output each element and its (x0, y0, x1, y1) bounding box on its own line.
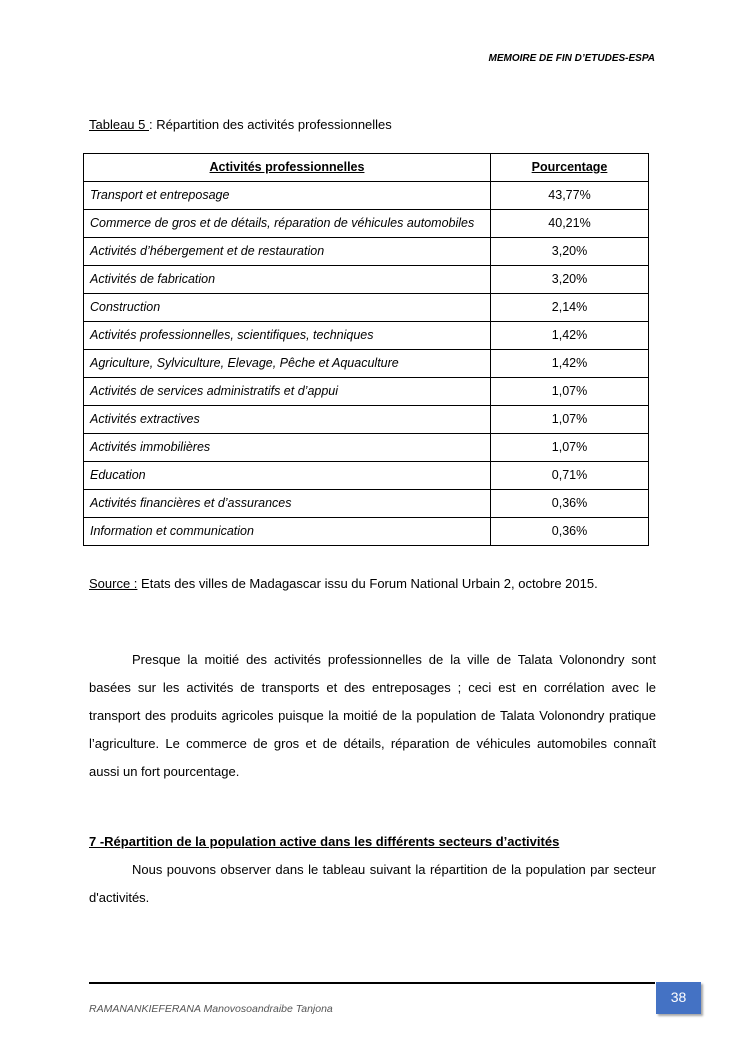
table-row (84, 182, 649, 210)
table-row (84, 518, 649, 546)
activity-cell: Activités de fabrication (84, 266, 491, 294)
activity-cell: Activités de services administratifs et d’appui (84, 378, 491, 406)
percentage-cell: 0,36% (491, 490, 649, 518)
activities-table (83, 153, 649, 546)
activity-cell: Education (84, 462, 491, 490)
table-caption-text: : Répartition des activités professionnelles (149, 117, 392, 132)
table-caption (89, 117, 392, 132)
activity-cell: Activités extractives (84, 406, 491, 434)
activity-cell: Activités immobilières (84, 434, 491, 462)
table-header-row (84, 154, 649, 182)
running-header-title: MEMOIRE DE FIN D’ETUDES-ESPA (488, 53, 655, 64)
activity-cell: Information et communication (84, 518, 491, 546)
column-header-percentage: Pourcentage (491, 154, 649, 182)
percentage-cell: 40,21% (491, 210, 649, 238)
activity-cell: Activités d’hébergement et de restauration (84, 238, 491, 266)
body-paragraph-2: Nous pouvons observer dans le tableau suivant la répartition de la population par secteur d'activités. (89, 862, 656, 905)
table-row (84, 434, 649, 462)
activity-cell: Agriculture, Sylviculture, Elevage, Pêche et Aquaculture (84, 350, 491, 378)
table-row (84, 462, 649, 490)
percentage-cell: 1,42% (491, 322, 649, 350)
percentage-cell: 3,20% (491, 266, 649, 294)
column-header-activity: Activités professionnelles (84, 154, 491, 182)
table-caption-label: Tableau 5 (89, 117, 149, 132)
percentage-cell: 3,20% (491, 238, 649, 266)
table-row (84, 378, 649, 406)
section-heading: 7 -Répartition de la population active dans les différents secteurs d’activités (89, 834, 560, 849)
footer-author: RAMANANKIEFERANA Manovosoandraibe Tanjona (89, 1003, 333, 1015)
table-row (84, 490, 649, 518)
activity-cell: Activités financières et d’assurances (84, 490, 491, 518)
percentage-cell: 1,42% (491, 350, 649, 378)
activity-cell: Commerce de gros et de détails, réparation de véhicules automobiles (84, 210, 491, 238)
percentage-cell: 1,07% (491, 406, 649, 434)
percentage-cell: 2,14% (491, 294, 649, 322)
table-row (84, 406, 649, 434)
source-label: Source : (89, 576, 138, 591)
activity-cell: Transport et entreposage (84, 182, 491, 210)
activity-cell: Activités professionnelles, scientifiques, techniques (84, 322, 491, 350)
percentage-cell: 43,77% (491, 182, 649, 210)
footer-divider (89, 982, 655, 984)
table-row (84, 238, 649, 266)
percentage-cell: 1,07% (491, 434, 649, 462)
table-row (84, 294, 649, 322)
activity-cell: Construction (84, 294, 491, 322)
table-row (84, 210, 649, 238)
percentage-cell: 1,07% (491, 378, 649, 406)
table-source (89, 576, 598, 591)
body-paragraph-1: Presque la moitié des activités professionnelles de la ville de Talata Volonondry sont basées sur les activités de transports et des entreposages ; ceci est en corrélation avec le transport des produits agricoles puisque la moitié de la population de Talata Volonondry pratique l’agriculture. Le commerce de gros et de détails, réparation de véhicules automobiles connaît aussi un fort pourcentage. (89, 652, 656, 779)
source-text: Etats des villes de Madagascar issu du Forum National Urbain 2, octobre 2015. (137, 576, 598, 591)
percentage-cell: 0,36% (491, 518, 649, 546)
percentage-cell: 0,71% (491, 462, 649, 490)
table-row (84, 350, 649, 378)
table-row (84, 266, 649, 294)
page-number-badge: 38 (656, 982, 701, 1014)
table-row (84, 322, 649, 350)
